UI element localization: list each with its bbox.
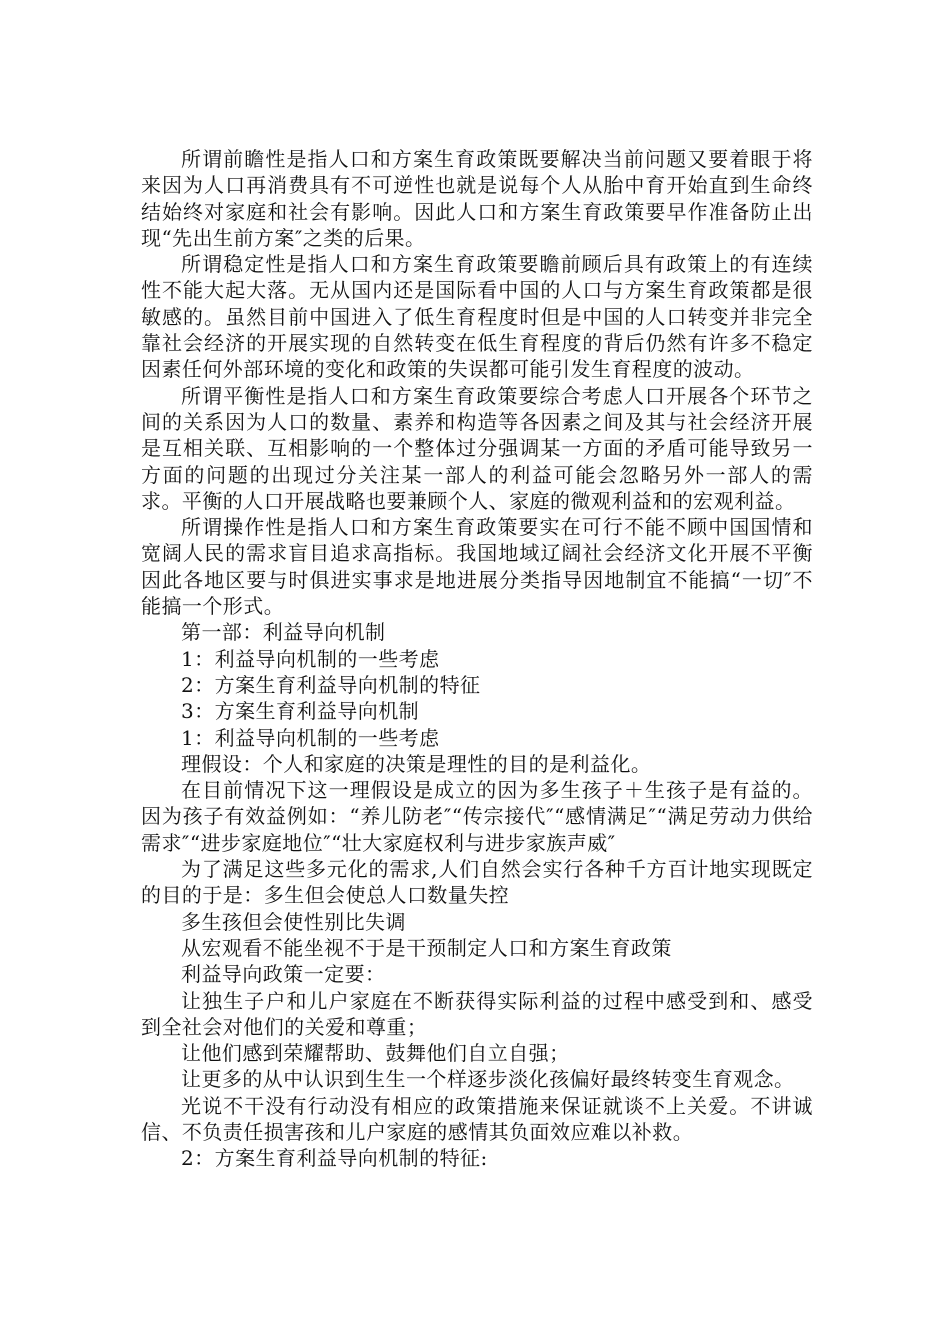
paragraph-macro: 从宏观看不能坐视不于是干预制定人口和方案生育政策 [181,935,672,960]
outline-item-2: 2：方案生育利益导向机制的特征 [181,672,481,697]
paragraph-benefits: 在目前情况下这一理假设是成立的因为多生孩子＋生孩子是有益的。因为孩子有效益例如：“养儿防老″“传宗接代″“感情满足″“满足劳动力供给需求″“进步家庭地位″“壮大家庭权利与进步家族声威″ [141,778,813,855]
paragraph-balance: 所谓平衡性是指人口和方案生育政策要综合考虑人口开展各个环节之间的关系因为人口的数量、素养和构造等各因素之间及其与社会经济开展是互相关联、互相影响的一个整体过分强调某一方面的矛盾可能导致另一方面的问题的出现过分关注某一部人的利益可能会忽略另外一部人的需求。平衡的人口开展战略也要兼顾个人、家庭的微观利益和的宏观利益。 [141,383,813,513]
paragraph-action: 光说不干没有行动没有相应的政策措施来保证就谈不上关爱。不讲诚信、不负责任损害孩和儿户家庭的感情其负面效应难以补救。 [141,1093,813,1144]
paragraph-hypothesis: 理假设：个人和家庭的决策是理性的目的是利益化。 [181,751,652,776]
paragraph-stability: 所谓稳定性是指人口和方案生育政策要瞻前顾后具有政策上的有连续性不能大起大落。无从国内还是国际看中国的人口与方案生育政策都是很敏感的。虽然目前中国进入了低生育程度时但是中国的人口转变并非完全靠社会经济的开展实现的自然转变在低生育程度的背后仍然有许多不稳定因素任何外部环境的变化和政策的失误都可能引发生育程度的波动。 [141,252,813,382]
section-heading: 第一部：利益导向机制 [181,620,386,645]
paragraph-sex-ratio: 多生孩但会使性别比失调 [181,909,406,934]
paragraph-care: 让独生子户和儿户家庭在不断获得实际利益的过程中感受到和、感受到全社会对他们的关爱和尊重； [141,988,813,1039]
document-body [141,146,813,1172]
paragraph-operability: 所谓操作性是指人口和方案生育政策要实在可行不能不顾中国国情和宽阔人民的需求盲目追求高指标。我国地域辽阔社会经济文化开展不平衡因此各地区要与时俱进实事求是地进展分类指导因地制宜不能搞“一切″不能搞一个形式。 [141,515,813,619]
outline-item-3: 3：方案生育利益导向机制 [181,699,420,724]
paragraph-needs: 为了满足这些多元化的需求,人们自然会实行各种千方百计地实现既定的目的于是：多生但会使总人口数量失控 [141,857,813,908]
subsection-heading-1: 1：利益导向机制的一些考虑 [181,725,440,750]
paragraph-foresight: 所谓前瞻性是指人口和方案生育政策既要解决当前问题又要着眼于将来因为人口再消费具有不可逆性也就是说每个人从胎中育开始直到生命终结始终对家庭和社会有影响。因此人口和方案生育政策要早作准备防止出现“先出生前方案″之类的后果。 [141,147,813,250]
paragraph-concept: 让更多的从中认识到生生一个样逐步淡化孩偏好最终转变生育观念。 [181,1067,795,1092]
subsection-heading-2: 2：方案生育利益导向机制的特征: [181,1146,488,1171]
outline-item-1: 1：利益导向机制的一些考虑 [181,646,440,671]
paragraph-policy-must: 利益导向政策一定要： [181,962,386,987]
paragraph-honor: 让他们感到荣耀帮助、鼓舞他们自立自强； [181,1041,570,1066]
